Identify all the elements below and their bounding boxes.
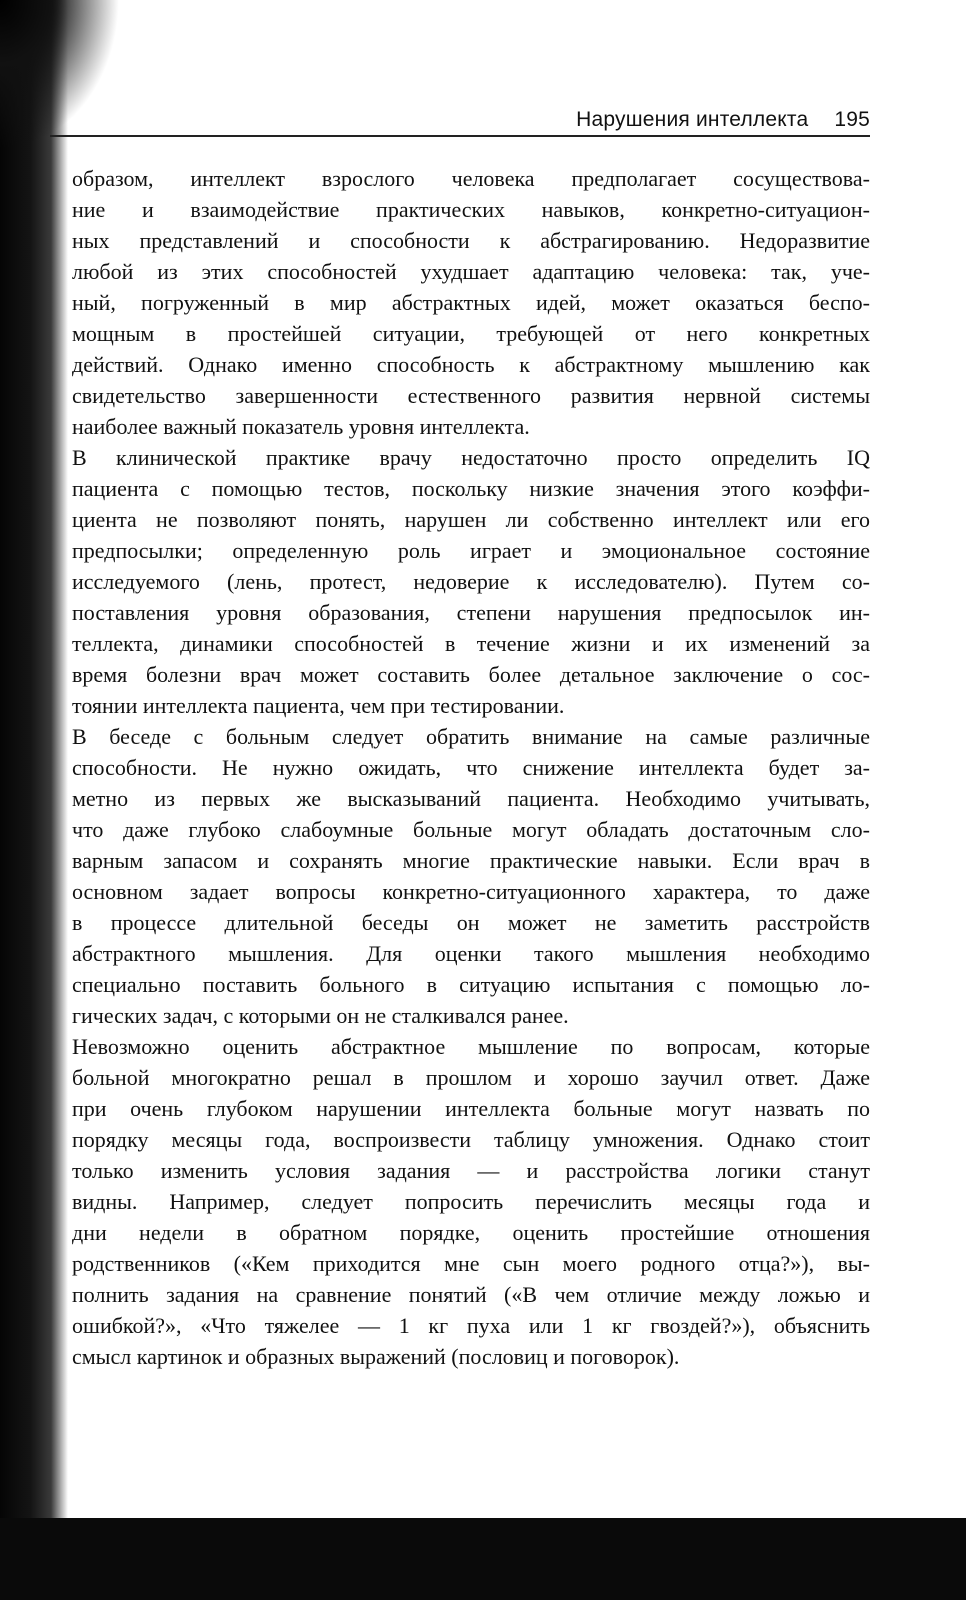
text-line: видны. Например, следует попросить перечислить месяцы года и — [72, 1189, 870, 1214]
text-line: дни недели в обратном порядке, оценить простейшие отношения — [72, 1220, 870, 1245]
text-line: ный, погруженный в мир абстрактных идей, может оказаться беспо- — [72, 290, 870, 315]
text-line: больной многократно решал в прошлом и хорошо заучил ответ. Даже — [72, 1065, 870, 1090]
text-line: что даже глубоко слабоумные больные могут обладать достаточным сло- — [72, 817, 870, 842]
page-number: 195 — [834, 108, 870, 131]
text-line: тоянии интеллекта пациента, чем при тестировании. — [72, 693, 565, 718]
text-line: действий. Однако именно способность к абстрактному мышлению как — [72, 352, 870, 377]
text-line: поставления уровня образования, степени нарушения предпосылок ин- — [72, 600, 870, 625]
text-line: циента не позволяют понять, нарушен ли собственно интеллект или его — [72, 507, 870, 532]
running-header — [530, 108, 870, 132]
scan-bottom-edge — [0, 1518, 966, 1600]
text-line: родственников («Кем приходится мне сын моего родного отца?»), вы- — [72, 1251, 870, 1276]
book-binding-shadow — [0, 0, 68, 1600]
text-line: способности. Не нужно ожидать, что снижение интеллекта будет за- — [72, 755, 870, 780]
text-line: смысл картинок и образных выражений (пословиц и поговорок). — [72, 1344, 680, 1369]
text-line: образом, интеллект взрослого человека предполагает сосуществова- — [72, 166, 870, 191]
text-line: пациента с помощью тестов, поскольку низкие значения этого коэффи- — [72, 476, 870, 501]
text-line: теллекта, динамики способностей в течение жизни и их изменений за — [72, 631, 870, 656]
header-rule — [50, 135, 870, 137]
text-line: при очень глубоком нарушении интеллекта больные могут назвать по — [72, 1096, 870, 1121]
text-line: Невозможно оценить абстрактное мышление по вопросам, которые — [72, 1034, 870, 1059]
text-line: только изменить условия задания — и расстройства логики станут — [72, 1158, 870, 1183]
text-line: В клинической практике врачу недостаточно просто определить IQ — [72, 445, 870, 470]
text-line: ние и взаимодействие практических навыков, конкретно-ситуацион- — [72, 197, 870, 222]
text-line: предпосылки; определенную роль играет и эмоциональное состояние — [72, 538, 870, 563]
text-line: специально поставить больного в ситуацию испытания с помощью ло- — [72, 972, 870, 997]
binding-shadow-top — [0, 0, 120, 150]
text-line: мощным в простейшей ситуации, требующей от него конкретных — [72, 321, 870, 346]
text-line: В беседе с больным следует обратить внимание на самые различные — [72, 724, 870, 749]
text-line: ных представлений и способности к абстрагированию. Недоразвитие — [72, 228, 870, 253]
text-line: в процессе длительной беседы он может не заметить расстройств — [72, 910, 870, 935]
text-line: ошибкой?», «Что тяжелее — 1 кг пуха или 1 кг гвоздей?»), объяснить — [72, 1313, 870, 1338]
text-line: варным запасом и сохранять многие практические навыки. Если врач в — [72, 848, 870, 873]
text-line: основном задает вопросы конкретно-ситуационного характера, то даже — [72, 879, 870, 904]
text-line: время болезни врач может составить более детальное заключение о сос- — [72, 662, 870, 687]
text-line: наиболее важный показатель уровня интеллекта. — [72, 414, 530, 439]
text-line: исследуемого (лень, протест, недоверие к исследователю). Путем со- — [72, 569, 870, 594]
text-line: полнить задания на сравнение понятий («В чем отличие между ложью и — [72, 1282, 870, 1307]
body-text — [72, 163, 870, 1372]
text-line: метно из первых же высказываний пациента. Необходимо учитывать, — [72, 786, 870, 811]
text-line: абстрактного мышления. Для оценки такого мышления необходимо — [72, 941, 870, 966]
running-title: Нарушения интеллекта — [576, 108, 809, 131]
text-line: порядку месяцы года, воспроизвести таблицу умножения. Однако стоит — [72, 1127, 870, 1152]
text-line: любой из этих способностей ухудшает адаптацию человека: так, уче- — [72, 259, 870, 284]
text-line: свидетельство завершенности естественного развития нервной системы — [72, 383, 870, 408]
text-line: гических задач, с которыми он не сталкивался ранее. — [72, 1003, 569, 1028]
